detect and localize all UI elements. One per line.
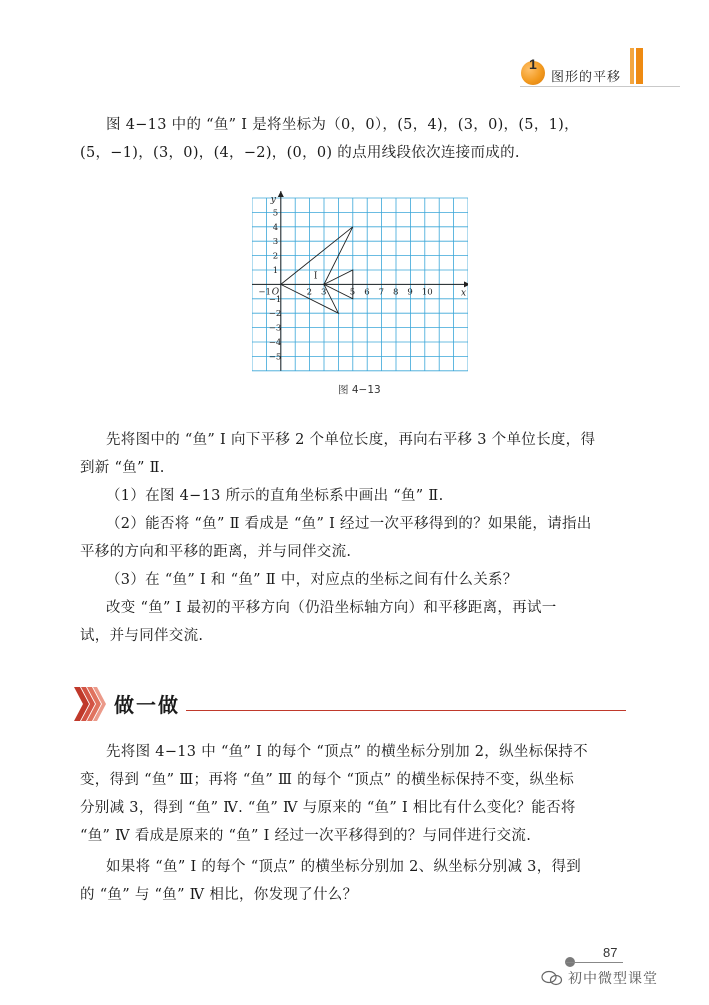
x-tick-label: 9 (407, 287, 413, 298)
axes (252, 191, 468, 371)
y-tick-label: −4 (268, 338, 282, 348)
translate-line-1: 先将图中的 “鱼” Ⅰ 向下平移 2 个单位长度，再向右平移 3 个单位长度，得 (106, 432, 596, 448)
x-tick-label: 2 (306, 287, 313, 298)
header-rule (520, 86, 680, 87)
intro-line-2: (5，−1)，(3，0)，(4，−2)，(0，0) 的点用线段依次连接而成的. (80, 145, 520, 161)
y-tick-label: 2 (272, 251, 279, 262)
page-number: 87 (603, 945, 618, 960)
x-tick-label: 8 (393, 287, 399, 298)
coordinate-grid (252, 190, 468, 372)
change-line-2: 试，并与同伴交流. (80, 628, 204, 644)
y-tick-label: −5 (268, 352, 282, 363)
x-tick-label: 10 (421, 287, 433, 298)
watermark: 初中微型课堂 (568, 971, 658, 987)
chapter-title: 图形的平移 (551, 70, 622, 85)
x-axis-arrow (464, 281, 468, 287)
chapter-bar-light (630, 48, 634, 84)
x-tick-label: 5 (349, 287, 356, 298)
activity-line-5: 如果将 “鱼” Ⅰ 的每个 “顶点” 的横坐标分别加 2、纵坐标分别减 3，得到 (106, 859, 582, 875)
activity-line-4: “鱼” Ⅳ 看成是原来的 “鱼” Ⅰ 经过一次平移得到的？与同伴进行交流. (80, 828, 532, 844)
question-2-line-2: 平移的方向和平移的距离，并与同伴交流. (80, 544, 352, 560)
section-header (74, 685, 634, 725)
question-1: （1）在图 4−13 所示的直角坐标系中画出 “鱼” Ⅱ. (106, 488, 444, 504)
y-axis-arrow (278, 191, 284, 197)
activity-line-1: 先将图 4−13 中 “鱼” Ⅰ 的每个 “顶点” 的横坐标分别加 2，纵坐标保持不 (106, 744, 588, 760)
fish-one-label: Ⅰ (313, 271, 318, 282)
x-tick-label: −1 (258, 287, 271, 298)
footer-rule (565, 962, 623, 963)
page-header (0, 0, 709, 100)
translate-line-2: 到新 “鱼” Ⅱ. (80, 460, 165, 476)
change-line-1: 改变 “鱼” Ⅰ 最初的平移方向（仍沿坐标轴方向）和平移距离，再试一 (106, 600, 557, 616)
figure-4-13 (252, 190, 468, 372)
tick-labels (258, 208, 432, 362)
y-tick-label: 4 (272, 222, 279, 233)
wechat-icon (541, 970, 563, 986)
section-title: 做一做 (114, 693, 180, 717)
origin-label: O (271, 287, 280, 298)
section-rule (186, 710, 626, 711)
y-tick-label: 5 (272, 208, 279, 219)
x-tick-label: 3 (321, 287, 327, 298)
chapter-number: 1 (529, 56, 537, 72)
y-tick-label: 3 (272, 237, 279, 248)
y-axis-label: y (270, 195, 276, 205)
intro-line-1: 图 4−13 中的 “鱼” Ⅰ 是将坐标为（0，0），(5，4)，(3，0)，(5，1)， (106, 117, 579, 133)
x-axis-label: x (461, 288, 467, 299)
y-tick-label: −3 (268, 323, 282, 334)
activity-line-2: 变，得到 “鱼” Ⅲ；再将 “鱼” Ⅲ 的每个 “顶点” 的横坐标保持不变，纵坐标 (80, 772, 575, 788)
activity-line-6: 的 “鱼” 与 “鱼” Ⅳ 相比，你发现了什么？ (80, 887, 358, 903)
question-3: （3）在 “鱼” Ⅰ 和 “鱼” Ⅱ 中，对应点的坐标之间有什么关系？ (106, 572, 518, 588)
y-tick-label: −2 (268, 309, 282, 320)
figure-caption: 图 4−13 (338, 384, 381, 396)
activity-line-3: 分别减 3，得到 “鱼” Ⅳ. “鱼” Ⅳ 与原来的 “鱼” Ⅰ 相比有什么变化？能否将 (80, 800, 576, 816)
question-2-line-1: （2）能否将 “鱼” Ⅱ 看成是 “鱼” Ⅰ 经过一次平移得到的？如果能，请指出 (106, 516, 592, 532)
chapter-bar-dark (636, 48, 643, 84)
y-tick-label: 1 (272, 266, 279, 276)
chevron-arrows-icon (74, 687, 110, 721)
y-tick-label: −1 (268, 294, 282, 305)
x-tick-label: 6 (364, 287, 370, 298)
x-tick-label: 7 (378, 287, 385, 298)
